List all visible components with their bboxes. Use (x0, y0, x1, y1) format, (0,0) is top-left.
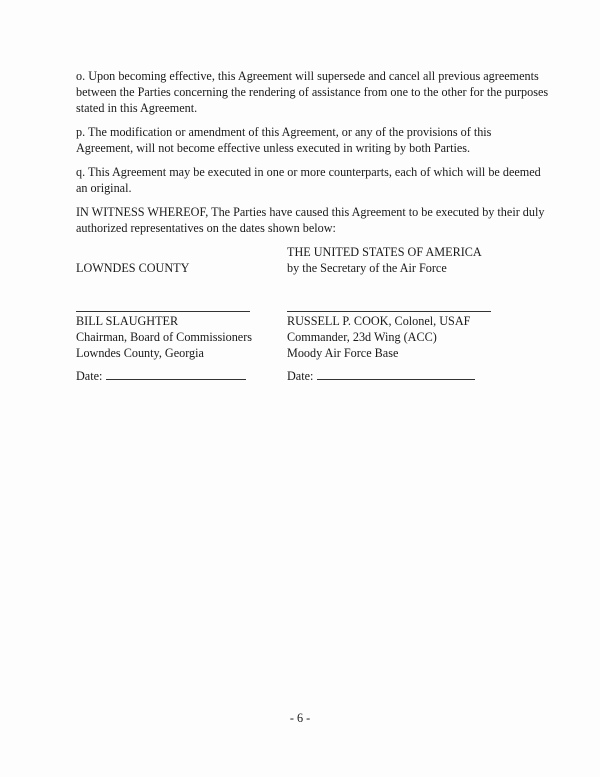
party-heading-lowndes (76, 260, 189, 276)
date-blank-line (106, 368, 246, 380)
paragraph-line: an original. (76, 181, 132, 195)
paragraph-line: p. The modification or amendment of this Agreement, or any of the provisions of this (76, 125, 492, 139)
signatory-name: RUSSELL P. COOK, Colonel, USAF (287, 314, 471, 328)
paragraph-line: o. Upon becoming effective, this Agreement will supersede and cancel all previous agreements (76, 69, 539, 83)
signatory-org: Moody Air Force Base (287, 346, 399, 360)
party-name: THE UNITED STATES OF AMERICA (287, 245, 482, 259)
paragraph-line: Agreement, will not become effective unless executed in writing by both Parties. (76, 141, 471, 155)
paragraph-line: authorized representatives on the dates shown below: (76, 221, 336, 235)
date-label: Date: (76, 369, 103, 383)
paragraph-q (76, 164, 541, 196)
signatory-title: Commander, 23d Wing (ACC) (287, 330, 437, 344)
paragraph-p (76, 124, 536, 156)
paragraph-line: stated in this Agreement. (76, 101, 198, 115)
date-field-left (76, 368, 246, 384)
party-heading-usa (287, 244, 482, 276)
signatory-block-right (287, 313, 470, 361)
paragraph-o (76, 68, 549, 116)
page-number: - 6 - (289, 711, 311, 725)
date-label: Date: (287, 369, 314, 383)
party-name: LOWNDES COUNTY (76, 261, 190, 275)
signatory-title: Chairman, Board of Commissioners (76, 330, 253, 344)
date-blank-line (317, 368, 475, 380)
paragraph-in-witness (76, 204, 545, 236)
party-subtitle: by the Secretary of the Air Force (287, 261, 447, 275)
paragraph-line: q. This Agreement may be executed in one or more counterparts, each of which will be deemed (76, 165, 541, 179)
signatory-block-left (76, 313, 252, 361)
signatory-name: BILL SLAUGHTER (76, 314, 179, 328)
signature-line-left (76, 311, 250, 312)
paragraph-line: IN WITNESS WHEREOF, The Parties have caused this Agreement to be executed by their duly (76, 205, 545, 219)
signatory-org: Lowndes County, Georgia (76, 346, 204, 360)
signature-line-right (287, 311, 491, 312)
date-field-right (287, 368, 475, 384)
paragraph-line: between the Parties concerning the rendering of assistance from one to the other for the purposes (76, 85, 549, 99)
